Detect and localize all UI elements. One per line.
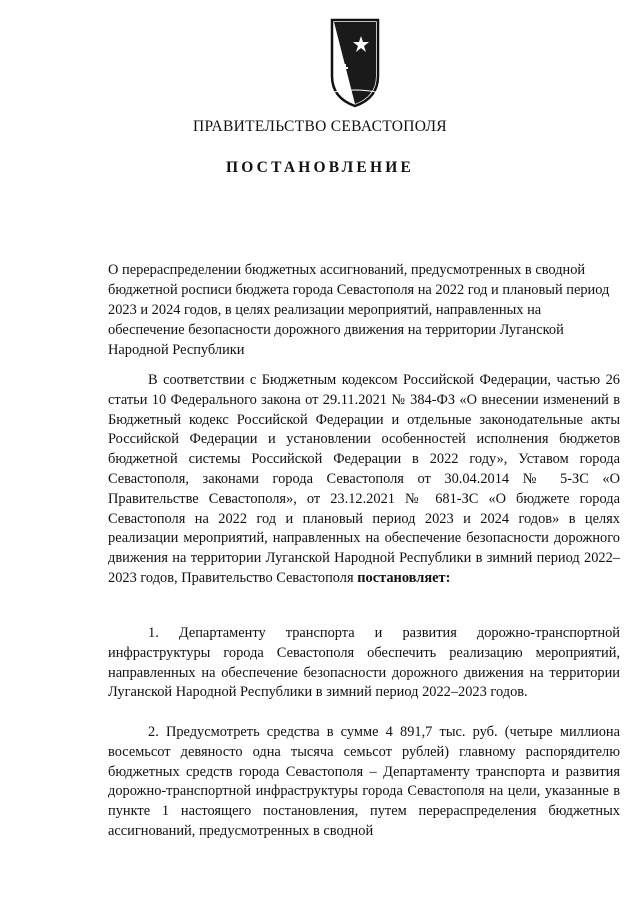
government-title: ПРАВИТЕЛЬСТВО СЕВАСТОПОЛЯ — [193, 118, 447, 135]
preamble-paragraph — [108, 371, 620, 589]
document-type-title: ПОСТАНОВЛЕНИЕ — [225, 159, 415, 176]
sevastopol-coat-of-arms-icon — [330, 18, 380, 108]
list-item: 2. Предусмотреть средства в сумме 4 891,7 тыс. руб. (четыре миллиона восемьсот девяносто одна тысяча семьсот рублей) главному распорядителю бюджетных средств города Севастополя – Департаменту транспорта и развития дорожно-транспортной инфраструктуры города Севастополя на цели, указанные в пункте 1 настоящего постановления, путем перераспределения бюджетных ассигнований, предусмотренных в сводной — [108, 724, 620, 839]
document-subject: О перераспределении бюджетных ассигнований, предусмотренных в сводной бюджетной росписи бюджета города Севастополя на 2022 год и плановый период 2023 и 2024 годов, в целях реализации мероприятий, направленных на обеспечение безопасности дорожного движения на территории Луганской Народной Республики — [108, 262, 610, 358]
preamble-text: В соответствии с Бюджетным кодексом Российской Федерации, частью 26 статьи 10 Федерального закона от 29.11.2021 № 384-ФЗ «О внесении изменений в Бюджетный кодекс Российской Федерации и отдельные законодательные акты Российской Федерации и установлении особенностей исполнения бюджетов бюджетной системы Российской Федерации в 2022 году», Уставом города Севастополя, законами города Севастополя от 30.04.2014 № 5-ЗС «О Правительстве Севастополя», от 23.12.2021 № 681-ЗС «О бюджете города Севастополя на 2022 год и плановый период 2023 и 2024 годов» в целях реализации мероприятий, направленных на обеспечение безопасности дорожного движения на территории Луганской Народной Республики в зимний период 2022–2023 годов, Правительство Севастополя — [108, 372, 620, 586]
decision-word: постановляет: — [357, 569, 451, 586]
list-item: 1. Департаменту транспорта и развития дорожно-транспортной инфраструктуры города Севастополя обеспечить реализацию мероприятий, направленных на обеспечение безопасности дорожного движения на территории Луганской Народной Республики в зимний период 2022–2023 годов. — [108, 625, 620, 701]
